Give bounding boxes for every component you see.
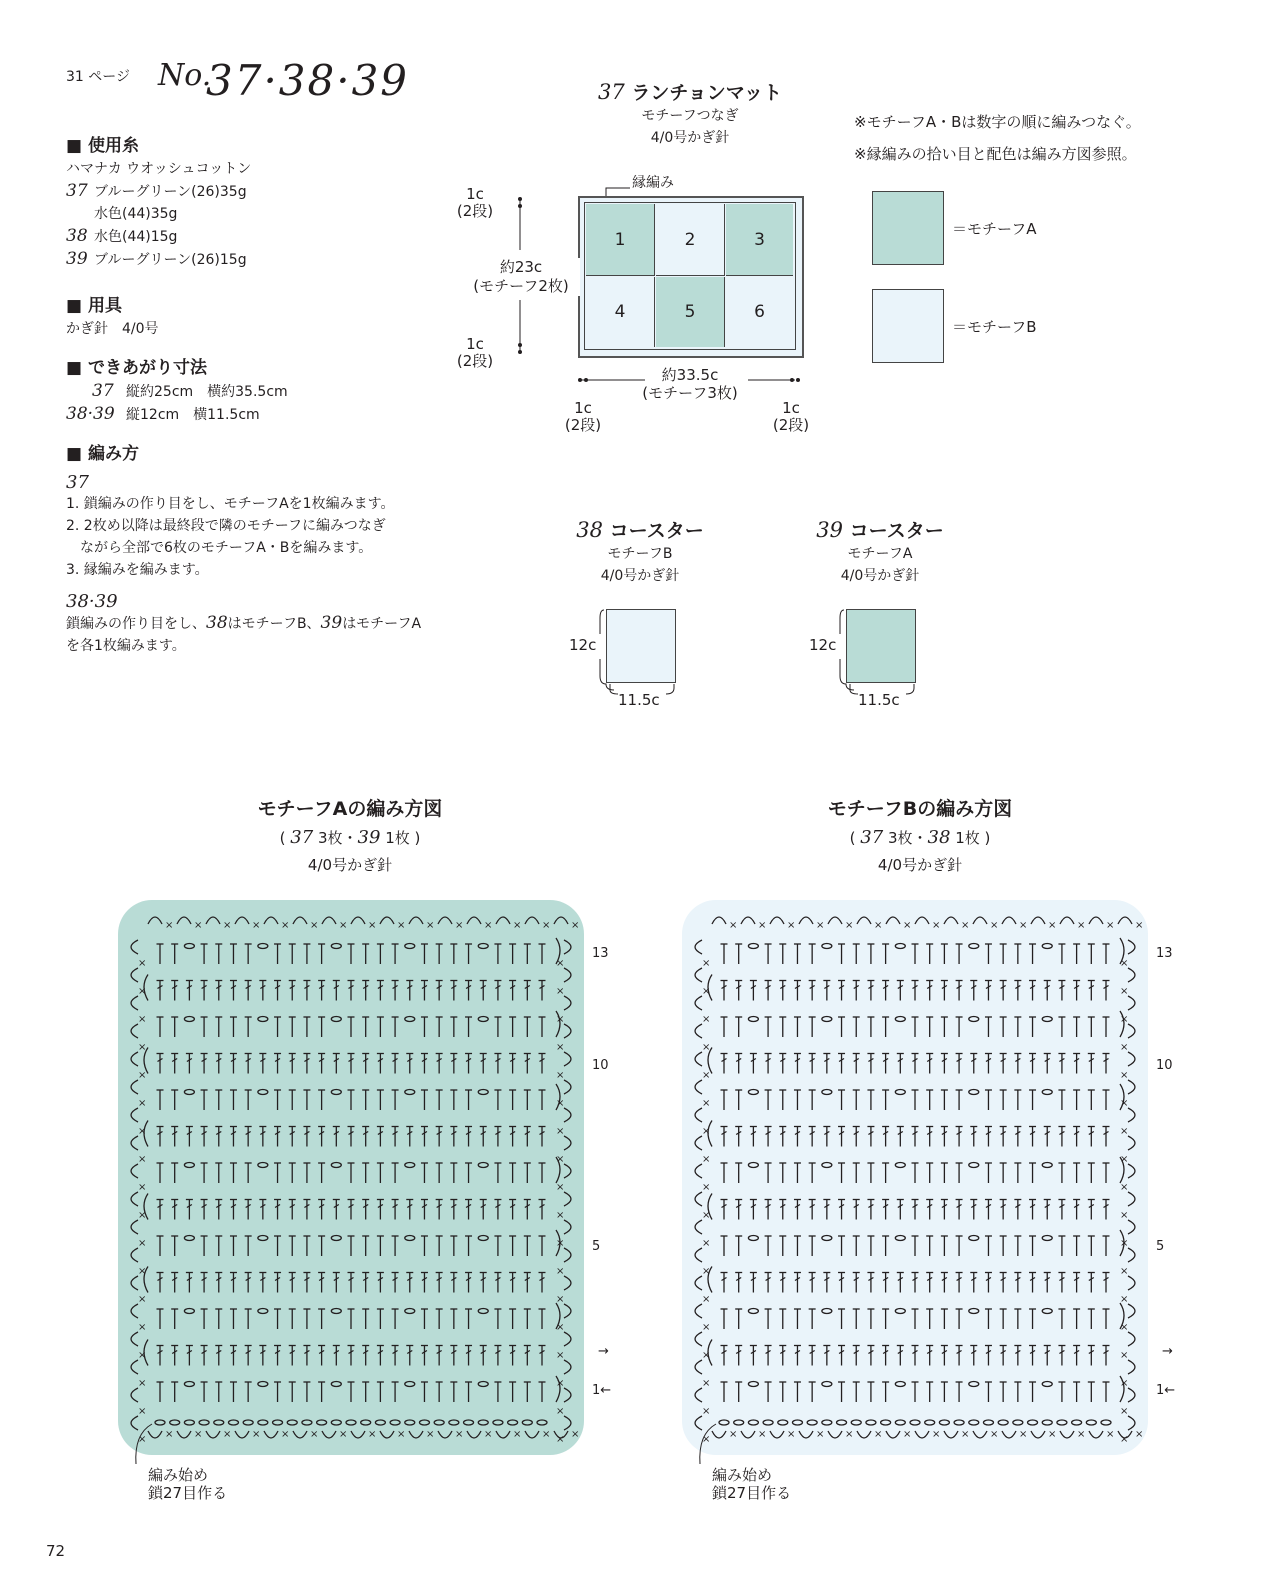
svg-text:×: ×: [310, 920, 319, 931]
chart-a-start-leader: [126, 1420, 166, 1470]
svg-text:×: ×: [1106, 1429, 1115, 1440]
svg-text:×: ×: [1120, 1266, 1129, 1277]
svg-text:×: ×: [702, 1294, 711, 1305]
svg-text:×: ×: [368, 1429, 377, 1440]
square-bullet-icon: ■: [66, 444, 83, 464]
chart-b-row-13: 13: [1156, 946, 1173, 961]
svg-text:×: ×: [281, 920, 290, 931]
svg-text:×: ×: [702, 1406, 711, 1417]
svg-text:×: ×: [138, 1126, 147, 1137]
svg-text:×: ×: [1019, 920, 1028, 931]
legend-swatch-a: [872, 191, 944, 265]
square-bullet-icon: ■: [66, 136, 83, 156]
svg-text:×: ×: [1120, 1294, 1129, 1305]
svg-text:×: ×: [758, 1429, 767, 1440]
coaster39-height: 12c: [809, 636, 837, 654]
svg-text:×: ×: [138, 1322, 147, 1333]
materials-section: [66, 131, 466, 271]
svg-text:×: ×: [702, 1378, 711, 1389]
svg-text:×: ×: [816, 920, 825, 931]
pattern-number-prefix: No.: [158, 58, 212, 93]
yarn-line: 37 ブルーグリーン(26)35g: [66, 181, 247, 201]
svg-text:×: ×: [556, 986, 565, 997]
notes: [854, 106, 1141, 170]
svg-text:×: ×: [484, 1429, 493, 1440]
svg-text:×: ×: [702, 1434, 711, 1445]
method-step: 3. 縁編みを編みます。: [66, 562, 209, 578]
svg-text:×: ×: [990, 920, 999, 931]
coaster39-width: 11.5c: [858, 691, 900, 709]
motif-a-chart: [118, 900, 584, 1455]
method-title: 編み方: [87, 444, 139, 464]
svg-text:×: ×: [1120, 1042, 1129, 1053]
svg-text:×: ×: [702, 1042, 711, 1053]
chart-a-title: モチーフAの編み方図: [257, 798, 443, 820]
coaster38-dim-lines: [590, 604, 690, 704]
chart-b-start-note: 編み始め 鎖27目作る: [712, 1466, 792, 1502]
chart-a-hook: 4/0号かぎ針: [307, 856, 393, 874]
svg-text:×: ×: [1120, 1070, 1129, 1081]
svg-text:×: ×: [339, 920, 348, 931]
svg-text:×: ×: [223, 1429, 232, 1440]
motif-cell-4: 4: [586, 277, 655, 347]
svg-text:×: ×: [138, 1098, 147, 1109]
svg-text:×: ×: [556, 1350, 565, 1361]
chart-a-row-13: 13: [592, 946, 609, 961]
chart-b-row-10: 10: [1156, 1058, 1173, 1073]
yarn-line: 38 水色(44)15g: [66, 226, 178, 246]
svg-text:×: ×: [426, 920, 435, 931]
svg-text:×: ×: [455, 1429, 464, 1440]
page-number: 72: [46, 1542, 66, 1560]
chart-b-hook: 4/0号かぎ針: [877, 856, 963, 874]
svg-text:×: ×: [138, 1210, 147, 1221]
svg-text:×: ×: [310, 1429, 319, 1440]
svg-text:×: ×: [556, 1238, 565, 1249]
svg-text:×: ×: [556, 1434, 565, 1445]
svg-text:×: ×: [787, 1429, 796, 1440]
svg-text:×: ×: [281, 1429, 290, 1440]
svg-text:×: ×: [1120, 1098, 1129, 1109]
size-line: 38·39 縦12cm 横11.5cm: [66, 404, 260, 424]
svg-text:×: ×: [1120, 1182, 1129, 1193]
dim-left-label: 1c (2段): [564, 399, 602, 434]
dim-top-label: 1c (2段): [456, 185, 494, 220]
svg-text:×: ×: [138, 1238, 147, 1249]
tools-title: 用具: [87, 296, 122, 316]
svg-text:×: ×: [702, 958, 711, 969]
size-line: 37 縦約25cm 横約35.5cm: [92, 381, 288, 401]
dim-width-label: 約33.5c (モチーフ3枚): [642, 366, 738, 402]
motif-b-chart: [682, 900, 1148, 1455]
svg-text:×: ×: [1120, 1378, 1129, 1389]
svg-text:×: ×: [556, 1322, 565, 1333]
motif-cell-1: 1: [586, 204, 655, 276]
svg-text:×: ×: [1120, 1126, 1129, 1137]
svg-text:×: ×: [339, 1429, 348, 1440]
svg-text:×: ×: [702, 1126, 711, 1137]
svg-text:×: ×: [556, 1126, 565, 1137]
svg-text:×: ×: [484, 920, 493, 931]
svg-text:×: ×: [542, 1429, 551, 1440]
svg-text:×: ×: [138, 1042, 147, 1053]
chart-a-row-10: 10: [592, 1058, 609, 1073]
svg-text:×: ×: [556, 1378, 565, 1389]
svg-text:×: ×: [252, 1429, 261, 1440]
svg-text:×: ×: [138, 1378, 147, 1389]
motif-cell-6: 6: [726, 277, 793, 347]
svg-text:×: ×: [138, 958, 147, 969]
dim-height-label: 約23c (モチーフ2枚): [462, 258, 580, 296]
chart-a-start-note: 編み始め 鎖27目作る: [148, 1466, 228, 1502]
svg-text:×: ×: [1120, 1434, 1129, 1445]
svg-text:×: ×: [556, 958, 565, 969]
svg-text:×: ×: [138, 1294, 147, 1305]
svg-text:×: ×: [1120, 958, 1129, 969]
svg-text:×: ×: [138, 1350, 147, 1361]
method-3839-label: 38·39: [66, 591, 118, 612]
svg-text:×: ×: [397, 1429, 406, 1440]
svg-text:×: ×: [138, 1014, 147, 1025]
motif-cell-5: 5: [656, 277, 725, 347]
method-37-label: 37: [66, 472, 89, 493]
svg-text:×: ×: [1120, 986, 1129, 997]
svg-text:×: ×: [1120, 1322, 1129, 1333]
svg-text:×: ×: [1135, 920, 1144, 931]
svg-text:×: ×: [556, 1042, 565, 1053]
svg-text:×: ×: [223, 920, 232, 931]
chart-b-row-5: 5: [1156, 1239, 1165, 1254]
yarn-brand: ハマナカ ウオッシュコットン: [66, 161, 252, 177]
svg-text:×: ×: [556, 1294, 565, 1305]
svg-text:×: ×: [932, 920, 941, 931]
svg-text:×: ×: [426, 1429, 435, 1440]
svg-text:×: ×: [138, 1434, 147, 1445]
method-step: 1. 鎖編みの作り目をし、モチーフAを1枚編みます。: [66, 496, 395, 512]
svg-text:×: ×: [1077, 1429, 1086, 1440]
svg-text:×: ×: [571, 920, 580, 931]
chart-a-subtitle: ( 37 3枚・39 1枚 ): [279, 827, 421, 848]
svg-text:×: ×: [845, 1429, 854, 1440]
svg-text:×: ×: [845, 920, 854, 931]
svg-text:×: ×: [729, 1429, 738, 1440]
svg-text:×: ×: [556, 1154, 565, 1165]
svg-text:×: ×: [194, 920, 203, 931]
method-step: 2. 2枚め以降は最終段で隣のモチーフに編みつなぎ: [66, 518, 386, 534]
coaster39-dim-lines: [830, 604, 930, 704]
svg-text:×: ×: [702, 1238, 711, 1249]
svg-text:×: ×: [702, 1182, 711, 1193]
svg-text:×: ×: [556, 1210, 565, 1221]
pattern-numbers: 37·38·39: [206, 56, 410, 105]
coaster38-header: 38 コースター モチーフB 4/0号かぎ針: [576, 518, 704, 584]
svg-text:×: ×: [702, 1014, 711, 1025]
materials-title: 使用糸: [87, 136, 139, 156]
svg-text:×: ×: [138, 1154, 147, 1165]
svg-text:×: ×: [194, 1429, 203, 1440]
svg-text:×: ×: [138, 1266, 147, 1277]
svg-text:×: ×: [702, 1154, 711, 1165]
svg-text:×: ×: [1120, 1406, 1129, 1417]
motif-cell-3: 3: [726, 204, 793, 276]
legend-label-b: ＝モチーフB: [952, 318, 1037, 336]
chart-a-row-1: 1←: [592, 1383, 612, 1398]
svg-text:×: ×: [874, 920, 883, 931]
svg-text:×: ×: [816, 1429, 825, 1440]
svg-text:×: ×: [702, 1210, 711, 1221]
chart-a-row-5: 5: [592, 1239, 601, 1254]
chart-a-arrow: →: [598, 1344, 609, 1359]
legend-swatch-b: [872, 289, 944, 363]
svg-text:×: ×: [932, 1429, 941, 1440]
svg-text:×: ×: [1077, 920, 1086, 931]
svg-text:×: ×: [1135, 1429, 1144, 1440]
method-section: [66, 439, 486, 657]
placemat-header: [560, 78, 820, 149]
method-3839-text-end: を各1枚編みます。: [66, 638, 186, 654]
placemat-subtitle: モチーフつなぎ: [641, 108, 739, 124]
dim-right-label: 1c (2段): [772, 399, 810, 434]
chart-b-subtitle: ( 37 3枚・38 1枚 ): [849, 827, 991, 848]
chart-b-arrow: →: [1162, 1344, 1173, 1359]
svg-text:×: ×: [556, 1098, 565, 1109]
chart-b-row-1: 1←: [1156, 1383, 1176, 1398]
note-line: ※モチーフA・Bは数字の順に編みつなぐ。: [854, 113, 1141, 131]
svg-text:×: ×: [702, 1322, 711, 1333]
placemat-hook: 4/0号かぎ針: [650, 130, 730, 146]
svg-text:×: ×: [556, 1406, 565, 1417]
svg-text:×: ×: [556, 1266, 565, 1277]
chart-a-header: [200, 794, 500, 875]
motif-cell-2: 2: [656, 204, 725, 276]
svg-text:×: ×: [1120, 1238, 1129, 1249]
svg-text:×: ×: [1019, 1429, 1028, 1440]
svg-text:×: ×: [556, 1014, 565, 1025]
square-bullet-icon: ■: [66, 296, 83, 316]
svg-text:×: ×: [138, 1182, 147, 1193]
method-step: ながら全部で6枚のモチーフA・Bを編みます。: [66, 540, 373, 556]
svg-text:×: ×: [513, 1429, 522, 1440]
svg-text:×: ×: [961, 1429, 970, 1440]
svg-text:×: ×: [1048, 1429, 1057, 1440]
svg-text:×: ×: [702, 1098, 711, 1109]
coaster39-header: 39 コースター モチーフA 4/0号かぎ針: [816, 518, 944, 584]
svg-text:×: ×: [165, 1429, 174, 1440]
yarn-line: 水色(44)35g: [94, 206, 178, 222]
chart-b-start-leader: [690, 1420, 730, 1470]
svg-text:×: ×: [903, 1429, 912, 1440]
svg-text:×: ×: [1120, 1350, 1129, 1361]
svg-text:×: ×: [1048, 920, 1057, 931]
placemat-title: ランチョンマット: [631, 82, 783, 104]
svg-text:×: ×: [397, 920, 406, 931]
size-title: できあがり寸法: [87, 358, 207, 378]
svg-text:×: ×: [702, 986, 711, 997]
svg-text:×: ×: [990, 1429, 999, 1440]
svg-text:×: ×: [542, 920, 551, 931]
svg-text:×: ×: [729, 920, 738, 931]
page-reference: 31 ページ: [66, 69, 130, 85]
square-bullet-icon: ■: [66, 358, 83, 378]
svg-text:×: ×: [513, 920, 522, 931]
coaster38-width: 11.5c: [618, 691, 660, 709]
svg-text:×: ×: [368, 920, 377, 931]
legend-label-a: ＝モチーフA: [952, 220, 1037, 238]
svg-text:×: ×: [556, 1182, 565, 1193]
svg-text:×: ×: [1120, 1014, 1129, 1025]
note-line: ※縁編みの拾い目と配色は編み方図参照。: [854, 145, 1137, 163]
svg-text:×: ×: [556, 1070, 565, 1081]
svg-text:×: ×: [702, 1070, 711, 1081]
svg-text:×: ×: [702, 1266, 711, 1277]
chart-b-title: モチーフBの編み方図: [827, 798, 1013, 820]
svg-text:×: ×: [1120, 1154, 1129, 1165]
method-3839-text: 鎖編みの作り目をし、38はモチーフB、39はモチーフA: [66, 613, 422, 633]
yarn-line: 39 ブルーグリーン(26)15g: [66, 249, 247, 269]
svg-text:×: ×: [571, 1429, 580, 1440]
svg-text:×: ×: [1106, 920, 1115, 931]
svg-text:×: ×: [165, 920, 174, 931]
svg-text:×: ×: [455, 920, 464, 931]
dim-bottom-label: 1c (2段): [456, 335, 494, 370]
border-label: 縁編み: [632, 175, 674, 191]
svg-text:×: ×: [787, 920, 796, 931]
placemat-number: 37: [597, 80, 625, 104]
tools-section: [66, 291, 466, 340]
coaster38-height: 12c: [569, 636, 597, 654]
svg-text:×: ×: [1120, 1210, 1129, 1221]
svg-text:×: ×: [138, 1406, 147, 1417]
svg-text:×: ×: [252, 920, 261, 931]
svg-text:×: ×: [961, 920, 970, 931]
svg-text:×: ×: [758, 920, 767, 931]
svg-text:×: ×: [903, 920, 912, 931]
svg-text:×: ×: [874, 1429, 883, 1440]
svg-text:×: ×: [702, 1350, 711, 1361]
svg-text:×: ×: [138, 1070, 147, 1081]
tools-text: かぎ針 4/0号: [66, 321, 159, 337]
chart-b-header: [770, 794, 1070, 875]
size-section: [66, 353, 466, 426]
svg-text:×: ×: [138, 986, 147, 997]
